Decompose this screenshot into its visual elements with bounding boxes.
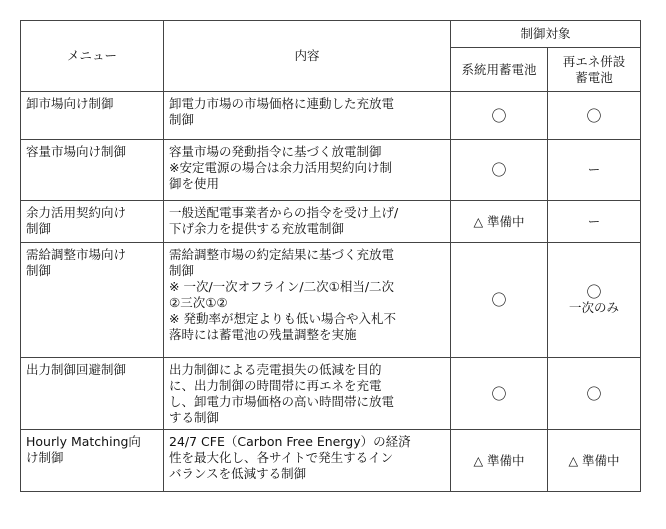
content-cell-line: 卸電力市場の市場価格に連動した充放電 xyxy=(169,96,395,111)
content-cell-line: する制御 xyxy=(169,410,220,425)
content-cell-line: 制御 xyxy=(169,263,195,278)
menu-cell xyxy=(21,430,164,492)
menu-cell xyxy=(21,201,164,243)
content-cell-line: ※安定電源の場合は余力活用契約向け制 xyxy=(169,160,392,175)
content-cell xyxy=(164,92,451,140)
header-renewable-battery-line1: 再エネ併設 xyxy=(562,53,626,69)
content-cell-line: 24/7 CFE（Carbon Free Energy）の経済 xyxy=(169,434,411,449)
table-row xyxy=(21,243,641,358)
menu-cell-line: Hourly Matching向 xyxy=(26,434,141,449)
menu-cell-line: 制御 xyxy=(26,221,52,236)
grid-battery-cell-line: 〇 xyxy=(491,106,507,125)
menu-cell-line: 容量市場向け制御 xyxy=(26,144,127,159)
menu-cell-line: 出力制御回避制御 xyxy=(26,362,127,377)
content-cell xyxy=(164,243,451,358)
grid-battery-cell-line: △ 準備中 xyxy=(473,452,525,468)
table-row xyxy=(21,201,641,243)
table-row xyxy=(21,92,641,140)
renewable-battery-cell-line: 〇 xyxy=(586,384,602,403)
content-cell-line: バランスを低減する制御 xyxy=(169,466,307,481)
grid-battery-cell-line: 〇 xyxy=(491,384,507,403)
renewable-battery-cell-line: 〇 xyxy=(586,283,602,301)
content-cell-line: ②三次①② xyxy=(169,295,228,310)
grid-battery-cell xyxy=(451,358,548,430)
renewable-battery-cell xyxy=(548,140,641,201)
header-control-target: 制御対象 xyxy=(451,21,641,48)
grid-battery-cell xyxy=(451,92,548,140)
content-cell-line: 出力制御による売電損失の低減を目的 xyxy=(169,362,382,377)
grid-battery-cell xyxy=(451,201,548,243)
table-row xyxy=(21,430,641,492)
content-cell-line: 下げ余力を提供する充放電制御 xyxy=(169,221,345,236)
menu-cell xyxy=(21,140,164,201)
content-cell-line: に、出力制御の時間帯に再エネを充電 xyxy=(169,378,382,393)
renewable-battery-cell-line: ー xyxy=(587,213,601,229)
renewable-battery-cell xyxy=(548,201,641,243)
content-cell xyxy=(164,140,451,201)
control-menu-table xyxy=(20,20,641,492)
menu-cell xyxy=(21,243,164,358)
content-cell-line: し、卸電力市場価格の高い時間帯に放電 xyxy=(169,394,395,409)
menu-cell-line: 制御 xyxy=(26,263,52,278)
table-row xyxy=(21,358,641,430)
renewable-battery-cell xyxy=(548,358,641,430)
renewable-battery-cell-line: 〇 xyxy=(586,106,602,125)
renewable-battery-cell-line: 一次のみ xyxy=(569,300,620,315)
table-body xyxy=(21,92,641,492)
content-cell-line: 制御 xyxy=(169,112,195,127)
grid-battery-cell-line: △ 準備中 xyxy=(473,213,525,229)
renewable-battery-cell-line: △ 準備中 xyxy=(568,452,620,468)
content-cell-line: 一般送配電事業者からの指令を受け上げ/ xyxy=(169,205,399,220)
header-content: 内容 xyxy=(164,21,451,92)
header-grid-battery: 系統用蓄電池 xyxy=(451,48,548,92)
content-cell-line: 性を最大化し、各サイトで発生するイン xyxy=(169,450,394,465)
menu-cell-line: 卸市場向け制御 xyxy=(26,96,114,111)
grid-battery-cell xyxy=(451,430,548,492)
content-cell-line: 御を使用 xyxy=(169,176,220,191)
renewable-battery-cell xyxy=(548,430,641,492)
content-cell xyxy=(164,430,451,492)
content-cell-line: 容量市場の発動指令に基づく放電制御 xyxy=(169,144,382,159)
renewable-battery-cell-line: ー xyxy=(587,162,601,177)
content-cell-line: 落時には蓄電池の残量調整を実施 xyxy=(169,327,357,342)
header-menu: メニュー xyxy=(21,21,164,92)
grid-battery-cell-line: 〇 xyxy=(491,161,507,179)
control-menu-table-wrapper xyxy=(20,20,641,492)
header-renewable-battery xyxy=(548,48,641,92)
content-cell xyxy=(164,358,451,430)
menu-cell-line: 需給調整市場向け xyxy=(26,247,127,262)
menu-cell xyxy=(21,358,164,430)
content-cell-line: 需給調整市場の約定結果に基づく充放電 xyxy=(169,247,395,262)
renewable-battery-cell xyxy=(548,243,641,358)
grid-battery-cell-line: 〇 xyxy=(491,291,507,309)
header-renewable-battery-line2: 蓄電池 xyxy=(575,69,613,85)
content-cell xyxy=(164,201,451,243)
menu-cell xyxy=(21,92,164,140)
content-cell-line: ※ 発動率が想定よりも低い場合や入札不 xyxy=(169,311,396,326)
menu-cell-line: け制御 xyxy=(26,450,64,465)
content-cell-line: ※ 一次/一次オフライン/二次①相当/二次 xyxy=(169,279,395,294)
menu-cell-line: 余力活用契約向け xyxy=(26,205,127,220)
renewable-battery-cell xyxy=(548,92,641,140)
grid-battery-cell xyxy=(451,243,548,358)
table-row xyxy=(21,140,641,201)
grid-battery-cell xyxy=(451,140,548,201)
